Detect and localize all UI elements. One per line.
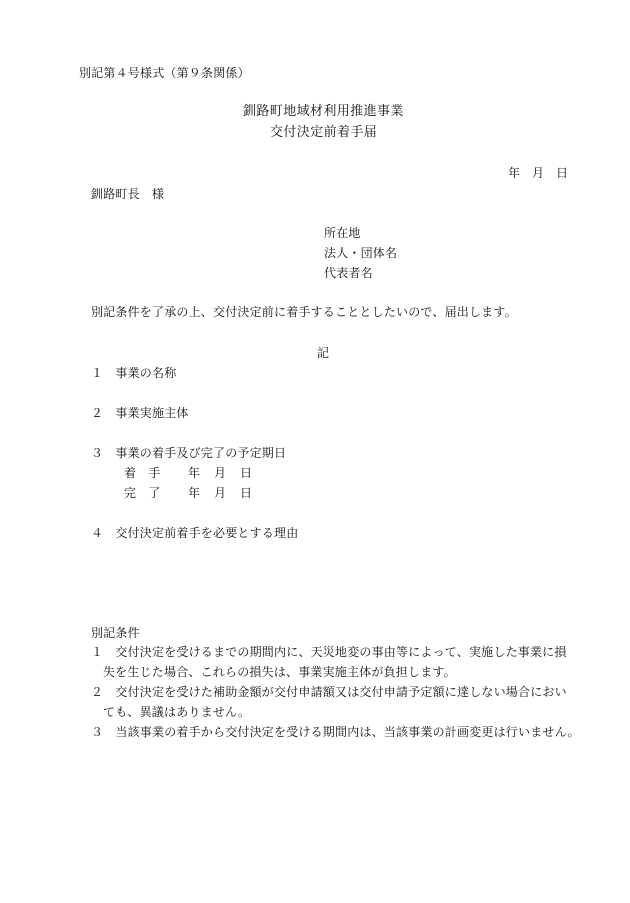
item-4-reason: ４ 交付決定前着手を必要とする理由 (91, 526, 299, 540)
organization-label: 法人・団体名 (324, 246, 398, 260)
date-year-label: 年 (508, 166, 521, 180)
start-year-label: 年 (188, 466, 201, 480)
date-month-label: 月 (532, 166, 545, 180)
start-label: 着 手 (124, 466, 161, 480)
location-label: 所在地 (324, 226, 361, 240)
document-title-line1: 釧路町地域材利用推進事業 (243, 104, 404, 119)
item-1-project-name: １ 事業の名称 (91, 366, 177, 380)
form-number-label: 別記第４号様式（第９条関係） (79, 66, 250, 80)
condition-3-line1: ３ 当該事業の着手から交付決定を受ける期間内は、当該事業の計画変更は行いません。 (91, 725, 580, 739)
representative-label: 代表者名 (324, 266, 373, 280)
date-day-label: 日 (556, 166, 569, 180)
end-year-label: 年 (188, 486, 201, 500)
document-title-line2: 交付決定前着手届 (270, 125, 378, 140)
condition-2-line1: ２ 交付決定を受けた補助金額が交付申請額又は交付申請予定額に達しない場合におい (91, 685, 567, 699)
item-3-schedule: ３ 事業の着手及び完了の予定期日 (91, 446, 287, 460)
end-day-label: 日 (240, 486, 253, 500)
condition-1-line1: １ 交付決定を受けるまでの期間内に、天災地変の事由等によって、実施した事業に損 (91, 645, 567, 659)
ki-heading: 記 (317, 346, 330, 360)
end-label: 完 了 (124, 486, 161, 500)
condition-2-line2: ても、異議はありません。 (103, 705, 251, 719)
start-day-label: 日 (240, 466, 253, 480)
start-month-label: 月 (214, 466, 227, 480)
condition-1-line2: 失を生じた場合、これらの損失は、事業実施主体が負担します。 (103, 665, 456, 679)
body-text: 別記条件を了承の上、交付決定前に着手することとしたいので、届出します。 (91, 305, 517, 319)
addressee: 釧路町長 様 (91, 187, 165, 201)
item-2-implementing-body: ２ 事業実施主体 (91, 406, 189, 420)
conditions-heading: 別記条件 (91, 626, 140, 640)
end-month-label: 月 (214, 486, 227, 500)
